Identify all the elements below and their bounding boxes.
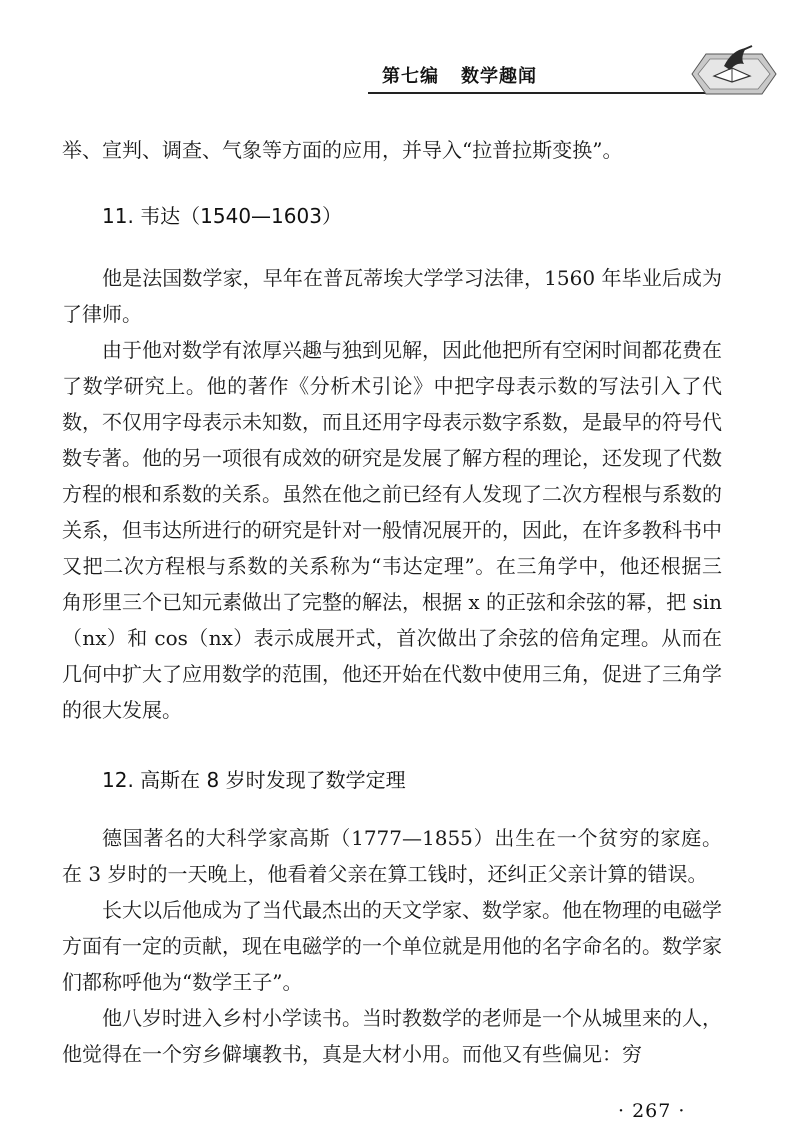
- section-heading-12: 12. 高斯在 8 岁时发现了数学定理: [102, 768, 406, 792]
- header-section-title: 数学趣闻: [461, 66, 537, 87]
- section-heading-11: 11. 韦达（1540—1603）: [102, 204, 342, 228]
- header-title: [382, 62, 537, 88]
- header-part: 第七编: [382, 66, 439, 87]
- section-12-paragraph-2: 长大以后他成为了当代最杰出的天文学家、数学家。他在物理的电磁学方面有一定的贡献，现在电磁学的一个单位就是用他的名字命名的。数学家们都称呼他为“数学王子”。: [62, 898, 722, 994]
- page-body: [62, 132, 722, 1072]
- section-11-paragraph-1: 他是法国数学家，早年在普瓦蒂埃大学学习法律，1560 年毕业后成为了律师。: [62, 266, 722, 326]
- page-header: [0, 0, 800, 110]
- intro-paragraph: 举、宣判、调查、气象等方面的应用，并导入“拉普拉斯变换”。: [62, 138, 623, 162]
- section-11-paragraph-2: 由于他对数学有浓厚兴趣与独到见解，因此他把所有空闲时间都花费在了数学研究上。他的著作《分析术引论》中把字母表示数的写法引入了代数，不仅用字母表示未知数，而且还用字母表示数字系数，是最早的符号代数专著。他的另一项很有成效的研究是发展了解方程的理论，还发现了代数方程的根和系数的关系。虽然在他之前已经有人发现了二次方程根与系数的关系，但韦达所进行的研究是针对一般情况展开的，因此，在许多教科书中又把二次方程根与系数的关系称为“韦达定理”。在三角学中，他还根据三角形里三个已知元素做出了完整的解法，根据 x 的正弦和余弦的幂，把 sin（nx）和 cos（nx）表示成展开式，首次做出了余弦的倍角定理。从而在几何中扩大了应用数学的范围，他还开始在代数中使用三角，促进了三角学的很大发展。: [62, 338, 722, 722]
- section-12-paragraph-1: 德国著名的大科学家高斯（1777—1855）出生在一个贫穷的家庭。在 3 岁时的一天晚上，他看着父亲在算工钱时，还纠正父亲计算的错误。: [62, 826, 722, 886]
- header-rule: [368, 92, 708, 94]
- book-bird-emblem-icon: [686, 44, 778, 96]
- page-number: · 267 ·: [618, 1100, 686, 1122]
- section-12-paragraph-3: 他八岁时进入乡村小学读书。当时教数学的老师是一个从城里来的人，他觉得在一个穷乡僻壤教书，真是大材小用。而他又有些偏见：穷: [62, 1006, 722, 1066]
